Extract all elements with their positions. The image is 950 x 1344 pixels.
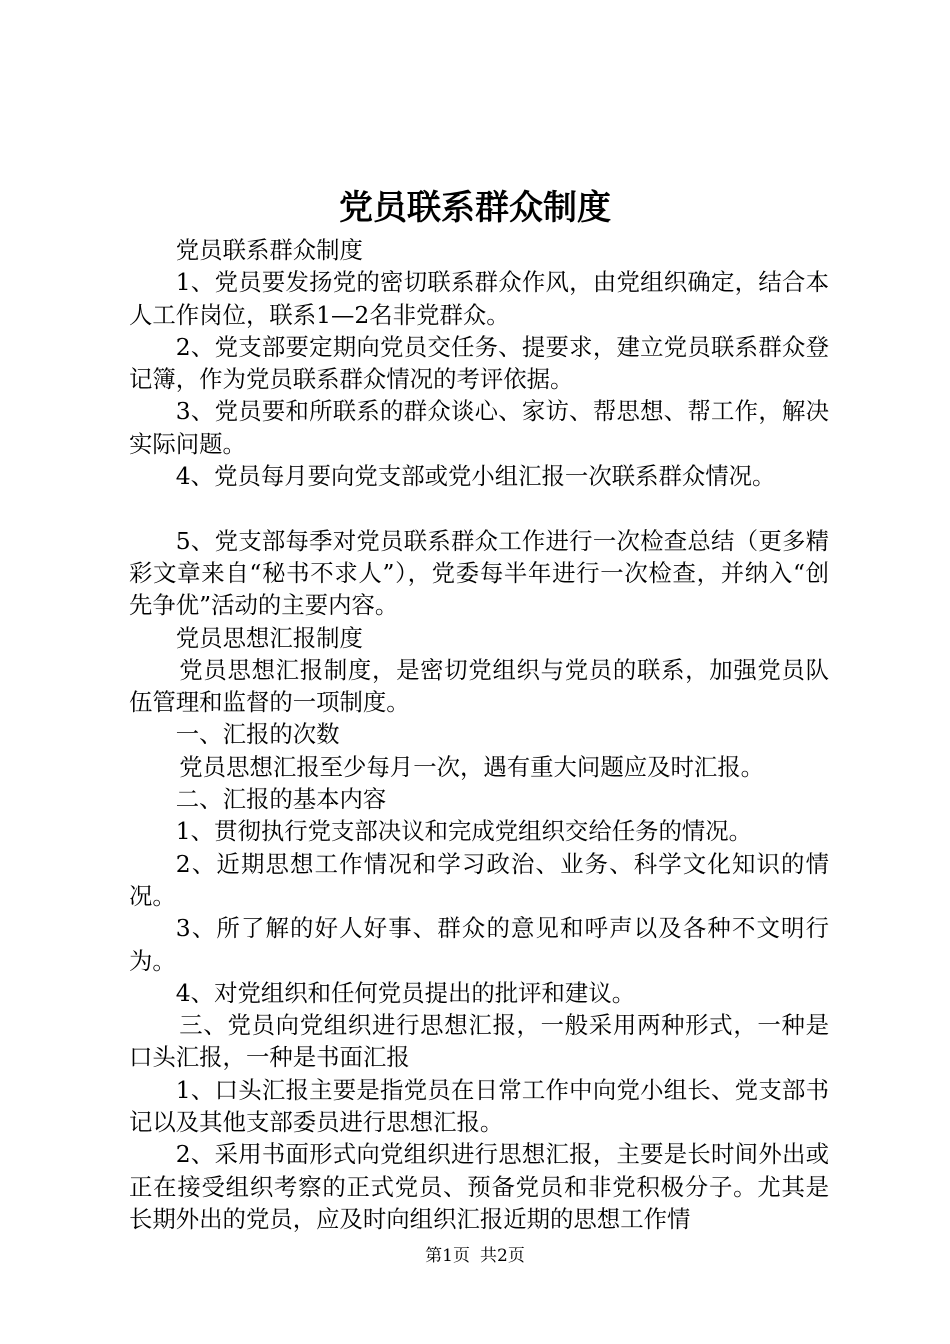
body-paragraph: 1、口头汇报主要是指党员在日常工作中向党小组长、党支部书记以及其他支部委员进行思想汇报。 xyxy=(129,1075,829,1137)
body-paragraph: 4、对党组织和任何党员提出的批评和建议。 xyxy=(175,978,636,1007)
body-paragraph: 5、党支部每季对党员联系群众工作进行一次检查总结（更多精彩文章来自“秘书不求人”），党委每半年进行一次检查，并纳入“创先争优”活动的主要内容。 xyxy=(129,526,829,620)
section-heading: 一、汇报的次数 xyxy=(175,720,340,749)
body-paragraph: 党员思想汇报制度，是密切党组织与党员的联系，加强党员队伍管理和监督的一项制度。 xyxy=(129,655,829,717)
body-paragraph: 党员思想汇报至少每月一次，遇有重大问题应及时汇报。 xyxy=(179,752,765,781)
body-paragraph: 2、近期思想工作情况和学习政治、业务、科学文化知识的情况。 xyxy=(129,849,829,910)
body-paragraph: 1、党员要发扬党的密切联系群众作风，由党组织确定，结合本人工作岗位，联系1—2名非党群众。 xyxy=(129,268,829,329)
body-paragraph: 3、党员要和所联系的群众谈心、家访、帮思想、帮工作，解决实际问题。 xyxy=(129,397,829,458)
subtitle-paragraph: 党员联系群众制度 xyxy=(175,236,363,264)
section-heading: 党员思想汇报制度 xyxy=(175,623,363,652)
body-paragraph: 1、贯彻执行党支部决议和完成党组织交给任务的情况。 xyxy=(175,817,753,846)
body-paragraph: 2、党支部要定期向党员交任务、提要求，建立党员联系群众登记簿，作为党员联系群众情况的考评依据。 xyxy=(129,332,829,394)
section-heading: 二、汇报的基本内容 xyxy=(175,785,387,814)
page-number: 第1页 xyxy=(425,1246,470,1266)
page-total: 共2页 xyxy=(480,1246,525,1266)
document-body xyxy=(129,234,829,1235)
section-heading: 三、党员向党组织进行思想汇报，一般采用两种形式，一种是口头汇报，一种是书面汇报 xyxy=(129,1011,829,1072)
body-paragraph: 3、所了解的好人好事、群众的意见和呼声以及各种不文明行为。 xyxy=(129,914,829,975)
body-paragraph: 4、党员每月要向党支部或党小组汇报一次联系群众情况。 xyxy=(175,462,776,491)
body-paragraph: 2、采用书面形式向党组织进行思想汇报，主要是长时间外出或正在接受组织考察的正式党员、预备党员和非党积极分子。尤其是长期外出的党员，应及时向组织汇报近期的思想工作情 xyxy=(129,1140,829,1233)
page-footer xyxy=(0,1244,950,1268)
document-title: 党员联系群众制度 xyxy=(339,188,611,228)
